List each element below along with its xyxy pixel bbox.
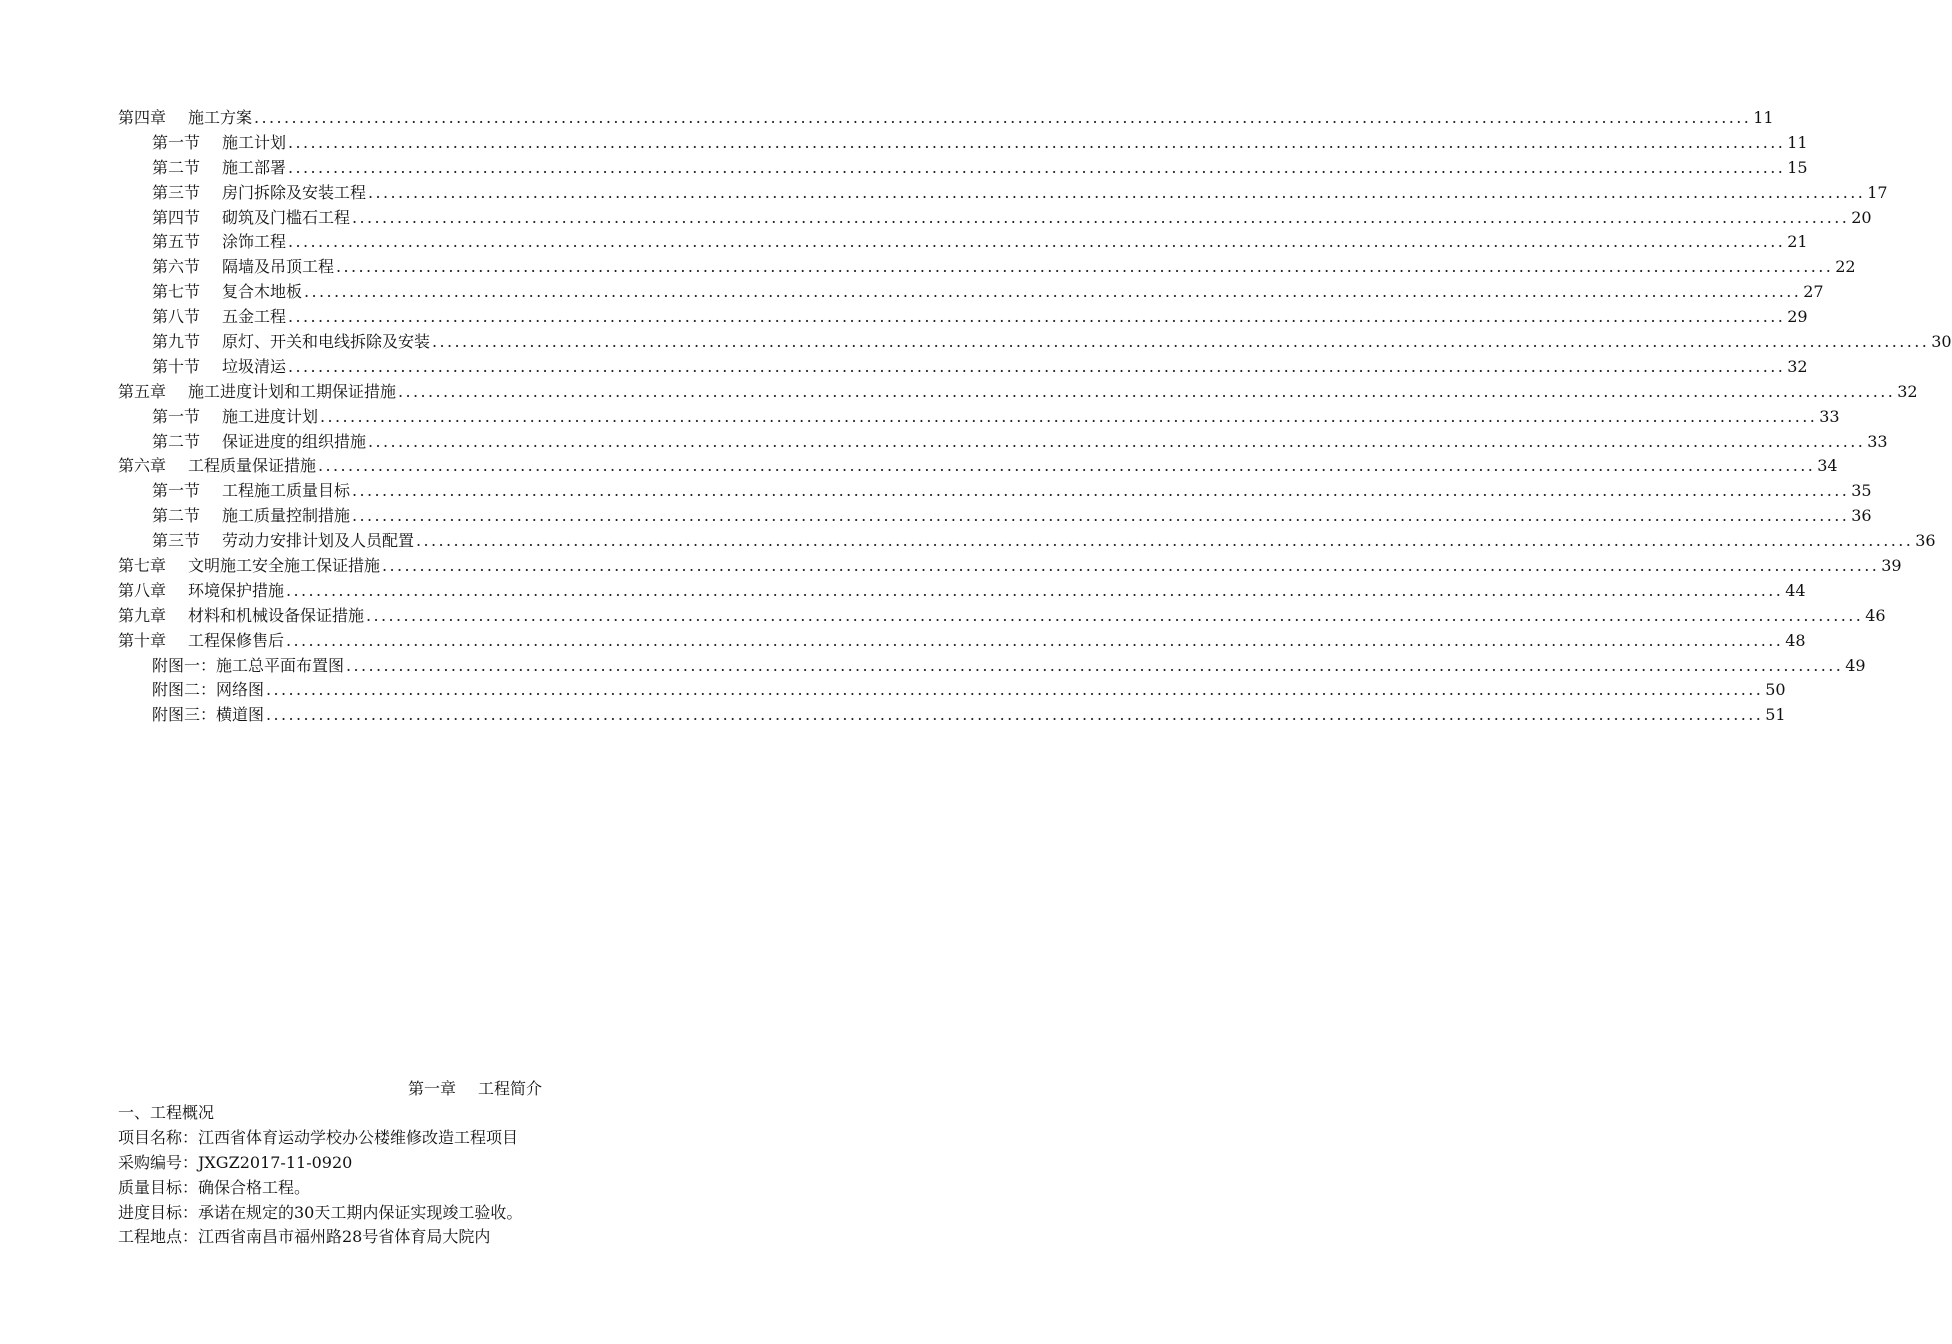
toc-entry-number: 第十章 <box>118 630 167 650</box>
toc-chapter-entry[interactable] <box>118 454 1838 479</box>
toc-leader-dots: ........................................................................................................................................................................................................ <box>254 108 1752 127</box>
toc-entry-title: 附图一：施工总平面布置图 <box>152 655 345 675</box>
toc-entry-title: 附图三：横道图 <box>152 705 265 725</box>
toc-entry-label <box>118 604 364 629</box>
toc-leader-dots: ........................................................................................................................................................................................................ <box>352 207 1850 227</box>
toc-entry-label <box>152 131 286 156</box>
toc-entry-title: 五金工程 <box>222 307 287 327</box>
toc-page-number: 35 <box>1851 481 1872 501</box>
toc-entry-title: 施工计划 <box>222 132 287 152</box>
toc-entry-label <box>152 280 302 305</box>
toc-page-number: 21 <box>1787 232 1808 252</box>
toc-entry-title: 隔墙及吊顶工程 <box>222 257 335 277</box>
toc-entry-title: 保证进度的组织措施 <box>222 431 367 451</box>
toc-leader-dots: ........................................................................................................................................................................................................ <box>288 132 1786 152</box>
toc-page-number: 36 <box>1915 531 1936 551</box>
toc-section-entry[interactable] <box>118 181 1888 206</box>
toc-page-number: 27 <box>1803 282 1824 302</box>
toc-entry-label <box>118 629 284 654</box>
toc-section-entry[interactable] <box>118 206 1872 231</box>
toc-entry-label <box>152 305 286 330</box>
toc-entry-label <box>152 330 430 355</box>
toc-chapter-entry[interactable] <box>118 579 1806 604</box>
toc-page-number: 32 <box>1897 381 1918 401</box>
toc-page-number: 34 <box>1817 456 1838 476</box>
toc-entry-label <box>152 206 350 231</box>
toc-entry-number: 第七节 <box>152 282 201 302</box>
toc-leader-dots: ........................................................................................................................................................................................................ <box>398 381 1896 401</box>
toc-leader-dots: ........................................................................................................................................................................................................ <box>288 157 1786 177</box>
toc-entry-number: 第九章 <box>118 605 167 625</box>
toc-entry-title: 施工方案 <box>188 108 253 127</box>
toc-page-number: 36 <box>1851 506 1872 526</box>
toc-entry-title: 材料和机械设备保证措施 <box>188 605 365 625</box>
toc-entry-number: 第二节 <box>152 431 201 451</box>
body-line: 工程地点：江西省南昌市福州路28号省体育局大院内 <box>118 1227 491 1247</box>
toc-leader-dots: ........................................................................................................................................................................................................ <box>266 680 1764 700</box>
toc-leader-dots: ........................................................................................................................................................................................................ <box>304 282 1802 302</box>
toc-leader-dots: ........................................................................................................................................................................................................ <box>432 332 1930 352</box>
toc-leader-dots: ........................................................................................................................................................................................................ <box>266 705 1764 725</box>
toc-page-number: 50 <box>1765 680 1786 700</box>
toc-entry-label <box>152 156 286 181</box>
toc-entry-number: 第五节 <box>152 232 201 252</box>
toc-leader-dots: ........................................................................................................................................................................................................ <box>286 580 1784 600</box>
toc-section-entry[interactable] <box>118 430 1888 455</box>
toc-leader-dots: ........................................................................................................................................................................................................ <box>352 506 1850 526</box>
toc-entry-title: 施工部署 <box>222 157 287 177</box>
toc-page-number: 48 <box>1785 630 1806 650</box>
toc-entry-title: 工程质量保证措施 <box>188 456 317 476</box>
toc-entry-number: 第六章 <box>118 456 167 476</box>
toc-entry-title: 施工进度计划 <box>222 406 319 426</box>
toc-leader-dots: ........................................................................................................................................................................................................ <box>366 605 1864 625</box>
toc-page-number: 33 <box>1867 431 1888 451</box>
toc-entry-label <box>152 430 366 455</box>
toc-chapter-entry[interactable] <box>118 554 1902 579</box>
toc-entry-title: 文明施工安全施工保证措施 <box>188 556 381 576</box>
toc-entry-title: 垃圾清运 <box>222 356 287 376</box>
toc-entry-label <box>152 230 286 255</box>
toc-leader-dots: ........................................................................................................................................................................................................ <box>288 232 1786 252</box>
toc-section-entry[interactable] <box>118 703 1786 728</box>
toc-entry-label <box>118 454 316 479</box>
toc-entry-title: 复合木地板 <box>222 282 303 302</box>
toc-section-entry[interactable] <box>118 280 1824 305</box>
toc-page-number: 30 <box>1931 332 1952 352</box>
toc-entry-title: 施工质量控制措施 <box>222 506 351 526</box>
toc-section-entry[interactable] <box>118 131 1808 156</box>
toc-section-entry[interactable] <box>118 355 1808 380</box>
toc-chapter-entry[interactable] <box>118 629 1806 654</box>
toc-leader-dots: ........................................................................................................................................................................................................ <box>318 456 1816 476</box>
toc-entry-number: 第一节 <box>152 406 201 426</box>
toc-page-number: 44 <box>1785 580 1806 600</box>
toc-leader-dots: ........................................................................................................................................................................................................ <box>346 655 1844 675</box>
toc-entry-title: 环境保护措施 <box>188 580 285 600</box>
toc-leader-dots: ........................................................................................................................................................................................................ <box>368 431 1866 451</box>
toc-page-number: 49 <box>1845 655 1866 675</box>
toc-entry-number: 第一节 <box>152 132 201 152</box>
toc-leader-dots: ........................................................................................................................................................................................................ <box>286 630 1784 650</box>
toc-leader-dots: ........................................................................................................................................................................................................ <box>288 356 1786 376</box>
toc-entry-title: 工程施工质量目标 <box>222 481 351 501</box>
toc-entry-number: 第二节 <box>152 157 201 177</box>
toc-entry-number: 第三节 <box>152 531 201 551</box>
toc-chapter-entry[interactable] <box>118 106 1774 131</box>
toc-leader-dots: ........................................................................................................................................................................................................ <box>288 307 1786 327</box>
toc-page-number: 15 <box>1787 157 1808 177</box>
toc-entry-number: 第七章 <box>118 556 167 576</box>
toc-entry-number: 第四章 <box>118 108 167 127</box>
toc-section-entry[interactable] <box>118 305 1808 330</box>
toc-leader-dots: ........................................................................................................................................................................................................ <box>336 257 1834 277</box>
toc-section-entry[interactable] <box>118 156 1808 181</box>
toc-leader-dots: ........................................................................................................................................................................................................ <box>382 556 1880 576</box>
chapter-heading-title: 工程简介 <box>478 1079 543 1098</box>
toc-entry-title: 涂饰工程 <box>222 232 287 252</box>
toc-page-number: 11 <box>1787 132 1808 152</box>
section-heading: 一、工程概况 <box>118 1103 215 1122</box>
toc-entry-label <box>152 678 264 703</box>
toc-page-number: 33 <box>1819 406 1840 426</box>
toc-entry-number: 第八节 <box>152 307 201 327</box>
toc-entry-title: 附图二：网络图 <box>152 680 265 700</box>
toc-chapter-entry[interactable] <box>118 380 1918 405</box>
toc-section-entry[interactable] <box>118 654 1866 679</box>
toc-entry-label <box>152 255 334 280</box>
toc-section-entry[interactable] <box>118 504 1872 529</box>
body-line: 质量目标：确保合格工程。 <box>118 1177 311 1197</box>
toc-section-entry[interactable] <box>118 529 1936 554</box>
toc-page-number: 11 <box>1753 108 1774 127</box>
toc-page-number: 29 <box>1787 307 1808 327</box>
toc-entry-number: 第一节 <box>152 481 201 501</box>
toc-leader-dots: ........................................................................................................................................................................................................ <box>320 406 1818 426</box>
toc-entry-label <box>152 479 350 504</box>
toc-entry-label <box>118 106 252 131</box>
toc-entry-title: 工程保修售后 <box>188 630 285 650</box>
toc-entry-number: 第九节 <box>152 332 201 352</box>
toc-entry-title: 劳动力安排计划及人员配置 <box>222 531 415 551</box>
toc-entry-label <box>118 380 396 405</box>
toc-section-entry[interactable] <box>118 479 1872 504</box>
toc-leader-dots: ........................................................................................................................................................................................................ <box>416 531 1914 551</box>
table-of-contents <box>118 106 1952 728</box>
toc-section-entry[interactable] <box>118 405 1840 430</box>
toc-page-number: 20 <box>1851 207 1872 227</box>
toc-entry-number: 第十节 <box>152 356 201 376</box>
toc-page-number: 22 <box>1835 257 1856 277</box>
toc-entry-title: 砌筑及门槛石工程 <box>222 207 351 227</box>
toc-section-entry[interactable] <box>118 678 1786 703</box>
toc-page-number: 46 <box>1865 605 1886 625</box>
toc-section-entry[interactable] <box>118 330 1952 355</box>
toc-entry-title: 房门拆除及安装工程 <box>222 182 367 202</box>
toc-entry-title: 施工进度计划和工期保证措施 <box>188 381 397 401</box>
toc-page-number: 51 <box>1765 705 1786 725</box>
toc-entry-number: 第六节 <box>152 257 201 277</box>
toc-section-entry[interactable] <box>118 255 1856 280</box>
toc-chapter-entry[interactable] <box>118 604 1886 629</box>
toc-entry-label <box>152 181 366 206</box>
toc-page-number: 39 <box>1881 556 1902 576</box>
toc-page-number: 32 <box>1787 356 1808 376</box>
toc-entry-label <box>152 504 350 529</box>
toc-entry-label <box>152 405 318 430</box>
toc-entry-number: 第五章 <box>118 381 167 401</box>
toc-page-number: 17 <box>1867 182 1888 202</box>
project-overview <box>118 1101 858 1250</box>
toc-entry-number: 第八章 <box>118 580 167 600</box>
toc-entry-title: 原灯、开关和电线拆除及安装 <box>222 332 431 352</box>
chapter-number: 第一章 <box>407 1079 456 1098</box>
toc-section-entry[interactable] <box>118 230 1808 255</box>
toc-entry-label <box>118 554 380 579</box>
body-line: 进度目标：承诺在规定的30天工期内保证实现竣工验收。 <box>118 1202 523 1222</box>
toc-entry-number: 第四节 <box>152 207 201 227</box>
toc-leader-dots: ........................................................................................................................................................................................................ <box>352 481 1850 501</box>
toc-leader-dots: ........................................................................................................................................................................................................ <box>368 182 1866 202</box>
toc-entry-label <box>152 355 286 380</box>
toc-entry-number: 第二节 <box>152 506 201 526</box>
toc-entry-number: 第三节 <box>152 182 201 202</box>
toc-entry-label <box>152 703 264 728</box>
body-line: 采购编号：JXGZ2017-11-0920 <box>118 1152 353 1172</box>
chapter-heading <box>0 1077 950 1101</box>
toc-entry-label <box>152 654 344 679</box>
toc-entry-label <box>118 579 284 604</box>
toc-entry-label <box>152 529 414 554</box>
body-line: 项目名称：江西省体育运动学校办公楼维修改造工程项目 <box>118 1127 519 1147</box>
